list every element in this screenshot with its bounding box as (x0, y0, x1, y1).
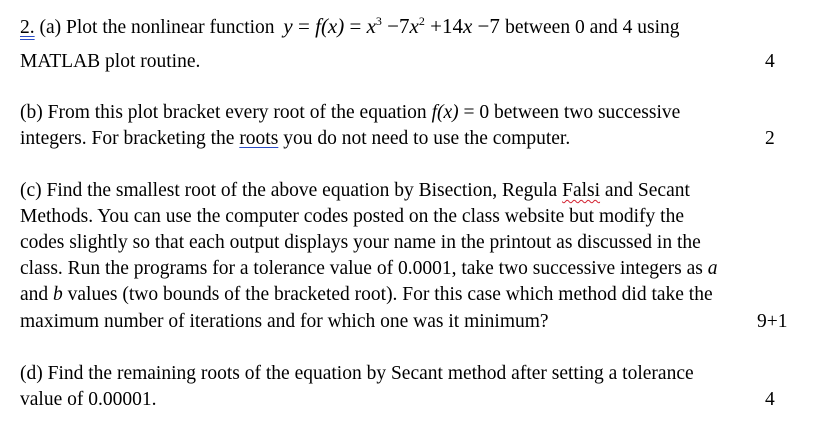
falsi-word: Falsi (562, 180, 601, 201)
part-a-equation: $y = f(x) = x^3 -7x^2 +14x -7$ (283, 14, 500, 38)
part-c-line-4: class. Run the programs for a tolerance value of 0.0001, take two successive integers as a (20, 258, 718, 279)
part-a-line-1 (20, 14, 680, 40)
part-c-line-2: Methods. You can use the computer codes posted on the class website but modify the (20, 206, 684, 227)
problem-number: 2. (20, 17, 35, 38)
part-a-line-2: MATLAB plot routine. (20, 51, 201, 72)
part-c-line-3: codes slightly so that each output displays your name in the printout as discussed in the (20, 232, 701, 253)
part-c-points: 9+1 (757, 311, 788, 332)
part-a-points: 4 (765, 51, 775, 72)
part-b-line-1: (b) From this plot bracket every root of the equation f(x) = 0 between two successive (20, 102, 681, 123)
part-a-text-before: Plot the nonlinear function (66, 17, 275, 38)
part-b-points: 2 (765, 128, 775, 149)
part-b-equation: f(x) (431, 102, 459, 123)
part-a-text-after: between 0 and 4 using (505, 17, 680, 38)
part-d-line-1: (d) Find the remaining roots of the equation by Secant method after setting a tolerance (20, 363, 694, 384)
part-d-line-2: value of 0.00001. (20, 389, 157, 410)
roots-word: roots (239, 128, 279, 149)
part-b-line-2: integers. For bracketing the roots you do not need to use the computer. (20, 128, 571, 149)
part-c-line-5: and b values (two bounds of the bracketed root). For this case which method did take the (20, 284, 713, 305)
part-c-line-1: (c) Find the smallest root of the above equation by Bisection, Regula Falsi and Secant (20, 180, 690, 201)
part-a-label: (a) (39, 17, 62, 38)
part-c-line-6: maximum number of iterations and for which one was it minimum? (20, 311, 549, 332)
part-d-points: 4 (765, 389, 775, 410)
